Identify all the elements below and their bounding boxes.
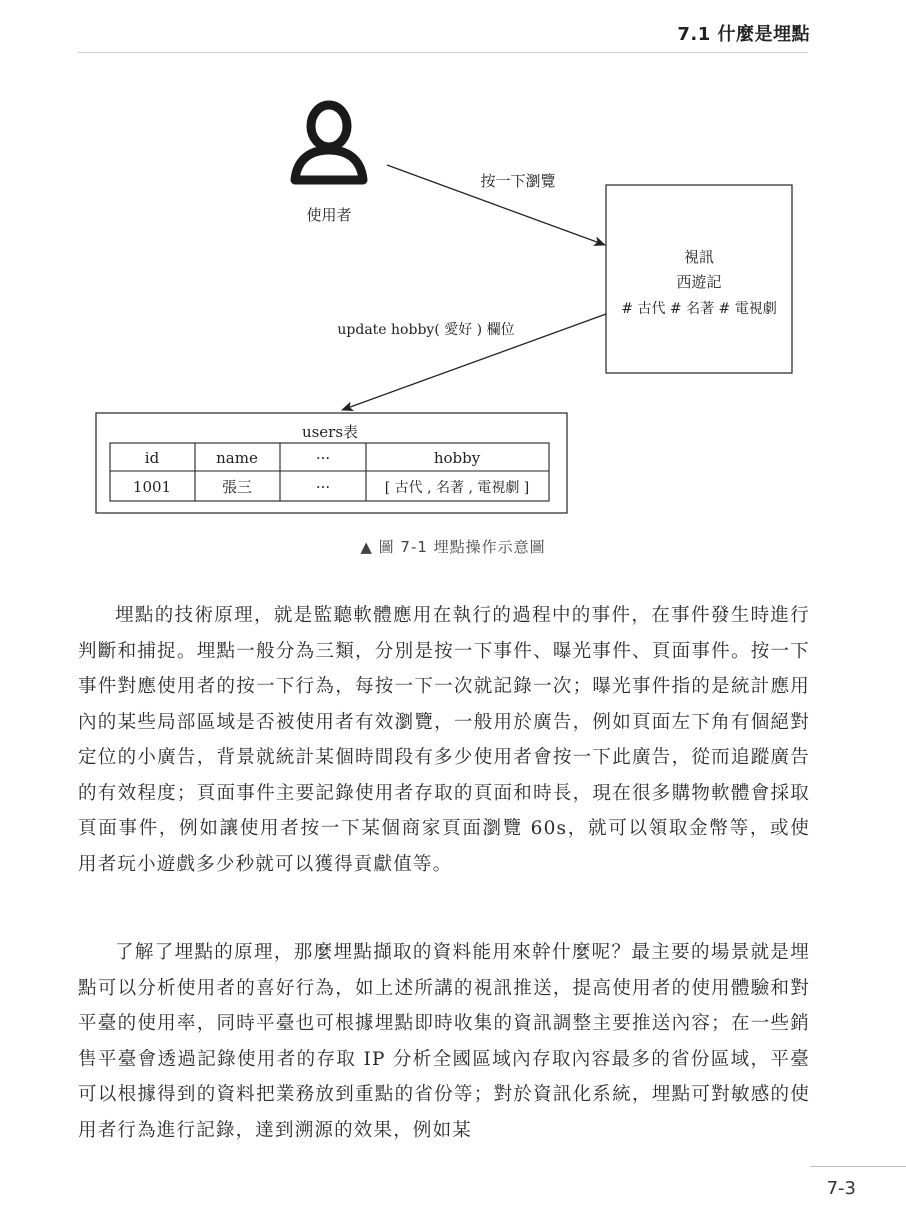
figure-caption: ▲ 圖 7-1 埋點操作示意圖 bbox=[360, 538, 546, 556]
table-cell-hobby: [ 古代 , 名著 , 電視劇 ] bbox=[384, 480, 530, 496]
table-header-name: name bbox=[216, 449, 258, 467]
footer-divider bbox=[810, 1166, 906, 1167]
user-icon bbox=[295, 105, 363, 180]
users-table-title: users表 bbox=[301, 423, 359, 441]
user-label: 使用者 bbox=[306, 206, 352, 224]
table-cell-id: 1001 bbox=[132, 478, 172, 496]
page-number: 7-3 bbox=[826, 1178, 856, 1199]
table-header-ellipsis: ··· bbox=[315, 449, 331, 467]
video-label: 視訊 bbox=[683, 248, 715, 266]
update-label: update hobby( 愛好 ) 欄位 bbox=[337, 322, 515, 338]
video-tags: # 古代 # 名著 # 電視劇 bbox=[621, 301, 777, 317]
chapter-header-title: 7.1 什麼是埋點 bbox=[677, 24, 810, 45]
body-paragraph: 了解了埋點的原理，那麼埋點擷取的資料能用來幹什麼呢？最主要的場景就是埋點可以分析使用者的喜好行為，如上述所講的視訊推送，提高使用者的使用體驗和對平臺的使用率，同時平臺也可根據埋點即時收集的資訊調整主要推送內容；在一些銷售平臺會透過記錄使用者的存取 IP 分析全國區域內存取內容最多的省份區域，平臺可以根據得到的資料把業務放到重點的省份等；對於資訊化系統，埋點可對敏感的使用者行為進行記錄，達到溯源的效果，例如某 bbox=[78, 942, 810, 1141]
body-paragraph: 埋點的技術原理，就是監聽軟體應用在執行的過程中的事件，在事件發生時進行判斷和捕捉。埋點一般分為三類，分別是按一下事件、曝光事件、頁面事件。按一下事件對應使用者的按一下行為，每按一下一次就記錄一次；曝光事件指的是統計應用內的某些局部區域是否被使用者有效瀏覽，一般用於廣告，例如頁面左下角有個絕對定位的小廣告，背景就統計某個時間段有多少使用者會按一下此廣告，從而追蹤廣告的有效程度；頁面事件主要記錄使用者存取的頁面和時長，現在很多購物軟體會採取頁面事件，例如讓使用者按一下某個商家頁面瀏覽 60s，就可以領取金幣等，或使用者玩小遊戲多少秒就可以獲得貢獻值等。 bbox=[78, 605, 810, 875]
table-cell-ellipsis: ··· bbox=[315, 478, 331, 496]
table-header-id: id bbox=[144, 449, 160, 467]
table-cell-name: 張三 bbox=[221, 478, 253, 496]
video-title: 西遊記 bbox=[676, 273, 722, 291]
buried-point-diagram bbox=[0, 0, 906, 600]
click-label: 按一下瀏覽 bbox=[480, 172, 556, 190]
table-header-hobby: hobby bbox=[433, 449, 481, 467]
